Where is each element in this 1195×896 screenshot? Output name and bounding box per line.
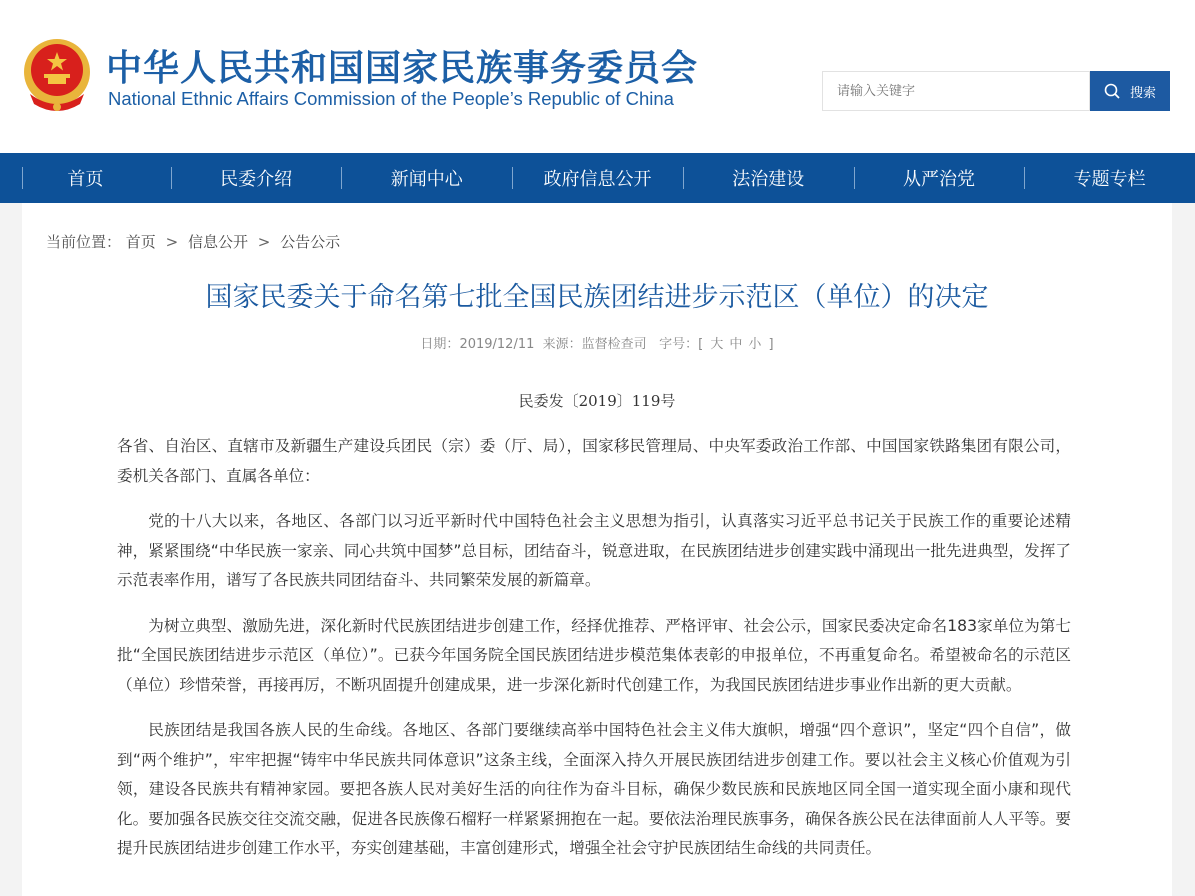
site-title-cn[interactable]: 中华人民共和国国家民族事务委员会	[106, 48, 699, 89]
font-size-label: 字号：	[659, 337, 699, 352]
search-button-label: 搜索	[1129, 85, 1156, 101]
search-icon	[1104, 83, 1120, 99]
article-title: 国家民委关于命名第七批全国民族团结进步示范区（单位）的决定	[205, 282, 989, 313]
article-source: 监督检查司	[581, 337, 647, 352]
body-paragraph: 民族团结是我国各族人民的生命线。各地区、各部门要继续高举中国特色社会主义伟大旗帜，增强“四个意识”，坚定“四个自信”，做到“两个维护”，牢牢把握“铸牢中华民族共同体意识”这条主线，全面深入持久开展民族团结进步创建工作。要以社会主义核心价值观为引领，建设各民族共有精神家园。要把各族人民对美好生活的向往作为奋斗目标，确保少数民族和民族地区同全国一道实现全面小康和现代化。要加强各民族交往交流交融，促进各民族像石榴籽一样紧紧拥抱在一起。要依法治理民族事务，确保各族公民在法律面前人人平等。要提升民族团结进步创建工作水平，夯实创建基础，丰富创建形式，增强全社会守护民族团结生命线的共同责任。	[117, 721, 1071, 857]
nav-item-party[interactable]: 从严治党	[854, 153, 1025, 203]
main-nav	[0, 153, 1195, 203]
font-bracket-close: ]	[768, 337, 774, 352]
breadcrumb-notices[interactable]: 公告公示	[280, 233, 341, 251]
search-button[interactable]	[1090, 71, 1170, 111]
nav-item-home[interactable]: 首页	[0, 153, 171, 203]
article-container	[22, 203, 1172, 896]
breadcrumb-separator: >	[257, 233, 271, 251]
nav-item-rule-of-law[interactable]: 法治建设	[683, 153, 854, 203]
salutation-paragraph: 各省、自治区、直辖市及新疆生产建设兵团民（宗）委（厅、局），国家移民管理局、中央军委政治工作部、中国国家铁路集团有限公司，委机关各部门、直属各单位：	[117, 437, 1071, 485]
body-paragraph: 为树立典型、激励先进，深化新时代民族团结进步创建工作，经择优推荐、严格评审、社会公示，国家民委决定命名183家单位为第七批“全国民族团结进步示范区（单位）”。已获今年国务院全国民族团结进步模范集体表彰的申报单位，不再重复命名。希望被命名的示范区（单位）珍惜荣誉，再接再厉，不断巩固提升创建成果，进一步深化新时代创建工作，为我国民族团结进步事业作出新的更大贡献。	[117, 616, 1071, 694]
article-date: 2019/12/11	[459, 337, 535, 352]
document-number: 民委发〔2019〕119号	[518, 392, 676, 410]
article-meta	[22, 333, 1172, 352]
font-bracket-open: [	[698, 337, 704, 352]
nav-item-topics[interactable]: 专题专栏	[1024, 153, 1195, 203]
nav-item-about[interactable]: 民委介绍	[171, 153, 342, 203]
breadcrumb-prefix: 当前位置：	[46, 233, 122, 251]
national-emblem-icon[interactable]	[22, 34, 92, 114]
breadcrumb-separator: >	[165, 233, 179, 251]
nav-item-gov-info[interactable]: 政府信息公开	[512, 153, 683, 203]
breadcrumb-info[interactable]: 信息公开	[187, 233, 248, 251]
date-label: 日期：	[420, 337, 460, 352]
search-input[interactable]	[822, 71, 1090, 111]
site-title-en[interactable]: National Ethnic Affairs Commission of the People’s Republic of China	[108, 88, 674, 109]
site-header	[0, 0, 1195, 153]
breadcrumb	[46, 231, 340, 252]
body-paragraph: 党的十八大以来，各地区、各部门以习近平新时代中国特色社会主义思想为指引，认真落实习近平总书记关于民族工作的重要论述精神，紧紧围绕“中华民族一家亲、同心共筑中国梦”总目标，团结奋斗，锐意进取，在民族团结进步创建实践中涌现出一批先进典型，发挥了示范表率作用，谱写了各民族共同团结奋斗、共同繁荣发展的新篇章。	[117, 512, 1071, 589]
nav-item-news[interactable]: 新闻中心	[341, 153, 512, 203]
font-large-button[interactable]: 大	[710, 337, 724, 352]
font-small-button[interactable]: 小	[748, 337, 762, 352]
source-label: 来源：	[542, 337, 582, 352]
article-body	[117, 432, 1071, 880]
breadcrumb-home[interactable]: 首页	[125, 233, 156, 251]
font-medium-button[interactable]: 中	[729, 337, 743, 352]
